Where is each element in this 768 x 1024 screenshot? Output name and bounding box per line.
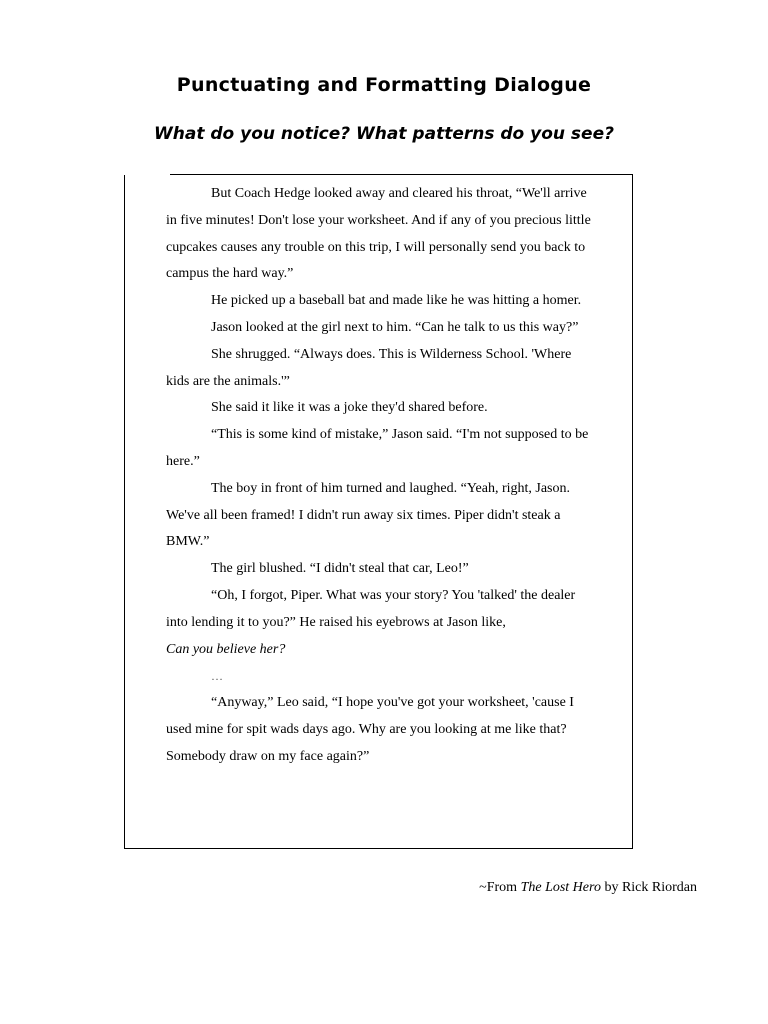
attribution xyxy=(479,880,697,896)
paragraph: She shrugged. “Always does. This is Wilderness School. 'Where kids are the animals.'” xyxy=(166,346,572,389)
paragraph: The boy in front of him turned and laughed. “Yeah, right, Jason. We've all been framed! I didn't run away six times. Piper didn't steak a BMW.” xyxy=(166,480,571,550)
ellipsis-marker: … xyxy=(211,669,223,684)
paragraph: He picked up a baseball bat and made like he was hitting a homer. xyxy=(211,293,582,309)
paragraph: “Anyway,” Leo said, “I hope you've got your worksheet, 'cause I used mine for spit wads days ago. Why are you looking at me like that? Somebody draw on my face again?” xyxy=(166,695,574,764)
paragraph: The girl blushed. “I didn't steal that car, Leo!” xyxy=(211,561,469,577)
paragraph: Jason looked at the girl next to him. “Can he talk to us this way?” xyxy=(211,319,579,335)
paragraph: “Oh, I forgot, Piper. What was your story? You 'talked' the dealer into lending it to you?” He raised his eyebrows at Jason like, xyxy=(166,587,576,630)
passage-text xyxy=(166,181,596,771)
paragraph: She said it like it was a joke they'd shared before. xyxy=(211,400,488,416)
paragraph: But Coach Hedge looked away and cleared his throat, “We'll arrive in five minutes! Don't lose your worksheet. And if any of you precious little cupcakes causes any trouble on this trip, I will personally send you back to campus the hard way.” xyxy=(166,186,591,282)
book-title: The Lost Hero xyxy=(520,880,601,895)
attribution-prefix: ~From xyxy=(479,880,521,895)
frame-gap xyxy=(124,174,170,175)
paragraph-italic-continuation: Can you believe her? xyxy=(166,641,286,657)
paragraph: “This is some kind of mistake,” Jason said. “I'm not supposed to be here.” xyxy=(166,427,589,469)
page-title: Punctuating and Formatting Dialogue xyxy=(176,74,592,96)
attribution-suffix: by Rick Riordan xyxy=(600,880,697,895)
page-subtitle: What do you notice? What patterns do you see? xyxy=(154,124,614,144)
